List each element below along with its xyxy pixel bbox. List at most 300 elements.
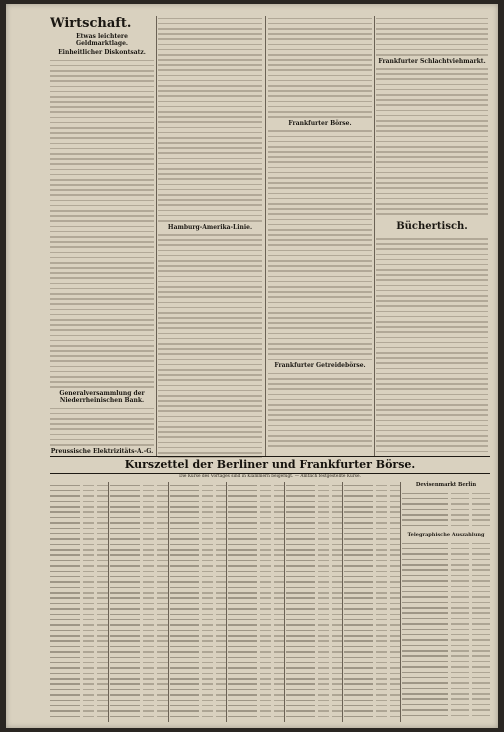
table-row [286,515,342,519]
table-row [170,569,226,573]
article-body [268,18,372,118]
table-row [110,623,168,627]
table-row [344,483,400,487]
table-row [170,655,226,659]
table-row [228,623,284,627]
table-row [286,650,342,654]
table-row [228,521,284,525]
table-row [110,677,168,681]
table-row [286,569,342,573]
table-row [402,541,490,545]
table-row [286,542,342,546]
table-row [170,698,226,702]
stock-table [110,482,169,722]
article-headline: Etwas leichtere Geldmarktlage. [75,33,128,47]
table-row [50,591,108,595]
table-row [402,606,490,610]
table-row [50,709,108,713]
table-row [344,661,400,665]
table-row [228,569,284,573]
table-row [228,682,284,686]
table-row [286,537,342,541]
table-row [344,698,400,702]
table-row [344,521,400,525]
table-row [228,687,284,691]
table-row [402,507,490,511]
table-row [110,607,168,611]
table-row [286,623,342,627]
table-row [50,515,108,519]
newspaper-page [6,4,498,728]
table-row [344,494,400,498]
table-row [402,643,490,647]
table-row [110,585,168,589]
table-row [344,601,400,605]
table-row [170,607,226,611]
column-3 [268,14,372,458]
stock-table [170,482,227,722]
table-row [344,628,400,632]
table-row [344,612,400,616]
table-row [170,628,226,632]
table-row [344,671,400,675]
table-row [228,483,284,487]
table-row [286,494,342,498]
table-row [170,494,226,498]
table-row [286,548,342,552]
table-row [402,590,490,594]
table-row [228,542,284,546]
table-row [402,681,490,685]
table-row [228,515,284,519]
table-row [110,489,168,493]
table-row [170,618,226,622]
table-row [344,655,400,659]
table-row [170,505,226,509]
table-row [110,655,168,659]
table-row [50,687,108,691]
article-headline: Frankfurter Börse. [288,119,352,127]
table-row [402,497,490,501]
table-row [228,548,284,552]
table-row [170,537,226,541]
column-rule [265,16,266,456]
table-row [50,558,108,562]
table-row [286,666,342,670]
article-body [268,130,372,360]
table-row [228,580,284,584]
table-row [170,671,226,675]
article-headline: Frankfurter Getreidebörse. [274,362,366,370]
table-row [170,612,226,616]
table-row [286,607,342,611]
article-subheadline: Einheitlicher Diskontsatz. [58,49,146,56]
table-row [228,666,284,670]
table-row [344,607,400,611]
table-row [170,639,226,643]
section-title: Wirtschaft. [50,16,132,31]
table-row [50,585,108,589]
table-row [170,521,226,525]
table-row [344,542,400,546]
table-row [402,595,490,599]
table-row [228,612,284,616]
table-row [110,618,168,622]
table-row [170,575,226,579]
stock-table [228,482,285,722]
table-row [344,558,400,562]
table-row [170,542,226,546]
table-row [50,639,108,643]
table-row [110,704,168,708]
table-row [50,628,108,632]
table-row [286,601,342,605]
table-row [402,579,490,583]
table-row [402,654,490,658]
table-row [50,494,108,498]
exchange-table [402,490,490,530]
table-row [228,677,284,681]
table-row [50,666,108,670]
table-row [228,644,284,648]
table-row [402,633,490,637]
table-row [110,537,168,541]
table-row [402,638,490,642]
table-row [286,628,342,632]
table-row [170,687,226,691]
table-row [170,564,226,568]
table-row [170,515,226,519]
table-row [110,628,168,632]
table-row [170,644,226,648]
table-row [228,693,284,697]
telegraph-heading: Telegraphische Auszahlung [407,532,485,538]
table-row [50,634,108,638]
table-row [286,687,342,691]
table-row [50,505,108,509]
table-row [402,670,490,674]
table-row [402,665,490,669]
table-row [286,483,342,487]
table-row [110,542,168,546]
table-row [50,580,108,584]
article-body [50,408,154,446]
table-row [170,714,226,718]
table-row [286,591,342,595]
table-row [344,639,400,643]
table-row [228,601,284,605]
table-row [110,532,168,536]
table-row [228,575,284,579]
table-row [110,483,168,487]
table-row [50,575,108,579]
table-row [402,686,490,690]
article-body [158,18,262,222]
table-row [110,494,168,498]
stock-table [286,482,343,722]
table-row [344,499,400,503]
table-row [402,573,490,577]
table-row [228,698,284,702]
table-row [170,661,226,665]
table-row [110,682,168,686]
table-row [286,677,342,681]
table-row [402,622,490,626]
table-row [50,521,108,525]
table-row [228,489,284,493]
table-row [228,585,284,589]
exchange-table [402,540,490,722]
table-row [228,639,284,643]
table-row [110,558,168,562]
table-row [286,644,342,648]
table-row [110,661,168,665]
kurszettel-note: Die Kurse des Vortages sind in Klammern beigefügt. — Amtlich festgestellte Kurse. [179,474,361,479]
table-row [344,596,400,600]
table-row [50,510,108,514]
table-row [228,607,284,611]
table-row [344,591,400,595]
table-row [286,532,342,536]
table-row [228,655,284,659]
table-row [344,687,400,691]
article-body [268,373,372,447]
table-row [228,671,284,675]
table-row [110,650,168,654]
table-row [110,515,168,519]
table-row [402,702,490,706]
table-row [344,682,400,686]
table-row [50,607,108,611]
article-body [376,18,488,56]
table-row [228,709,284,713]
table-row [286,575,342,579]
table-row [402,523,490,527]
table-row [50,623,108,627]
table-row [344,553,400,557]
table-row [344,515,400,519]
table-row [228,505,284,509]
table-row [344,537,400,541]
table-row [344,510,400,514]
table-row [228,650,284,654]
table-row [286,655,342,659]
table-row [50,644,108,648]
table-row [228,591,284,595]
table-row [110,639,168,643]
table-row [170,677,226,681]
table-row [286,671,342,675]
column-2 [158,14,262,458]
table-row [402,676,490,680]
article-headline: Frankfurter Schlachtviehmarkt. [378,57,486,65]
table-row [110,693,168,697]
table-row [170,483,226,487]
table-row [110,596,168,600]
table-row [228,494,284,498]
table-row [50,532,108,536]
table-row [344,644,400,648]
table-row [50,601,108,605]
article-headline: Preussische Elektrizitäts-A.-G. [50,447,154,455]
table-row [228,564,284,568]
table-row [50,661,108,665]
table-row [344,569,400,573]
table-row [50,483,108,487]
table-row [110,521,168,525]
table-row [228,537,284,541]
table-row [50,698,108,702]
table-row [286,704,342,708]
table-row [110,612,168,616]
table-row [344,677,400,681]
table-row [110,714,168,718]
table-row [344,548,400,552]
section-title: Büchertisch. [396,220,468,232]
table-row [228,553,284,557]
table-row [286,558,342,562]
table-row [228,634,284,638]
table-row [286,714,342,718]
table-row [50,596,108,600]
table-row [110,591,168,595]
table-row [50,542,108,546]
table-row [170,510,226,514]
table-row [402,713,490,717]
table-row [50,526,108,530]
table-row [402,692,490,696]
table-row [402,627,490,631]
table-row [170,489,226,493]
table-row [286,612,342,616]
table-row [110,499,168,503]
table-row [170,548,226,552]
article-headline: Hamburg-Amerika-Linie. [167,223,253,231]
table-row [50,553,108,557]
column-4 [376,14,488,458]
table-row [344,532,400,536]
table-row [286,709,342,713]
table-row [344,575,400,579]
table-row [228,532,284,536]
table-row [402,502,490,506]
table-row [110,553,168,557]
table-row [344,650,400,654]
table-row [50,714,108,718]
table-row [170,623,226,627]
stock-table [50,482,109,722]
table-row [344,709,400,713]
table-row [110,644,168,648]
table-row [50,612,108,616]
table-row [402,616,490,620]
table-row [286,564,342,568]
column-rule [156,16,157,456]
table-row [110,580,168,584]
table-row [170,596,226,600]
table-row [228,526,284,530]
table-row [286,489,342,493]
table-row [228,499,284,503]
table-row [170,601,226,605]
table-row [110,564,168,568]
table-row [344,618,400,622]
table-row [50,677,108,681]
table-row [170,558,226,562]
table-row [402,518,490,522]
table-row [402,513,490,517]
table-row [344,623,400,627]
table-row [110,505,168,509]
table-row [110,709,168,713]
table-row [170,650,226,654]
table-row [344,564,400,568]
table-row [50,682,108,686]
table-row [110,548,168,552]
table-row [286,521,342,525]
table-row [286,580,342,584]
table-row [286,618,342,622]
table-row [50,704,108,708]
table-row [344,704,400,708]
table-row [170,634,226,638]
table-row [50,650,108,654]
table-row [344,489,400,493]
table-row [286,553,342,557]
table-row [50,564,108,568]
table-row [50,569,108,573]
table-row [402,708,490,712]
table-row [50,693,108,697]
table-row [402,563,490,567]
table-row [402,552,490,556]
table-row [344,666,400,670]
table-row [286,596,342,600]
table-row [50,489,108,493]
table-row [170,585,226,589]
table-row [50,655,108,659]
column-rule [374,16,375,456]
table-row [110,698,168,702]
table-row [402,659,490,663]
table-row [402,649,490,653]
table-row [344,526,400,530]
table-row [402,547,490,551]
table-row [344,693,400,697]
table-row [286,526,342,530]
table-row [50,548,108,552]
table-row [228,558,284,562]
table-row [286,634,342,638]
table-row [170,526,226,530]
table-row [170,709,226,713]
table-row [170,693,226,697]
table-row [110,510,168,514]
table-row [170,532,226,536]
table-row [286,693,342,697]
wirtschaft-column [50,14,154,458]
table-row [228,596,284,600]
table-row [286,585,342,589]
table-row [402,491,490,495]
table-row [170,499,226,503]
table-row [286,510,342,514]
article-body [50,60,154,388]
table-row [344,580,400,584]
table-row [286,682,342,686]
table-row [228,628,284,632]
table-row [286,499,342,503]
